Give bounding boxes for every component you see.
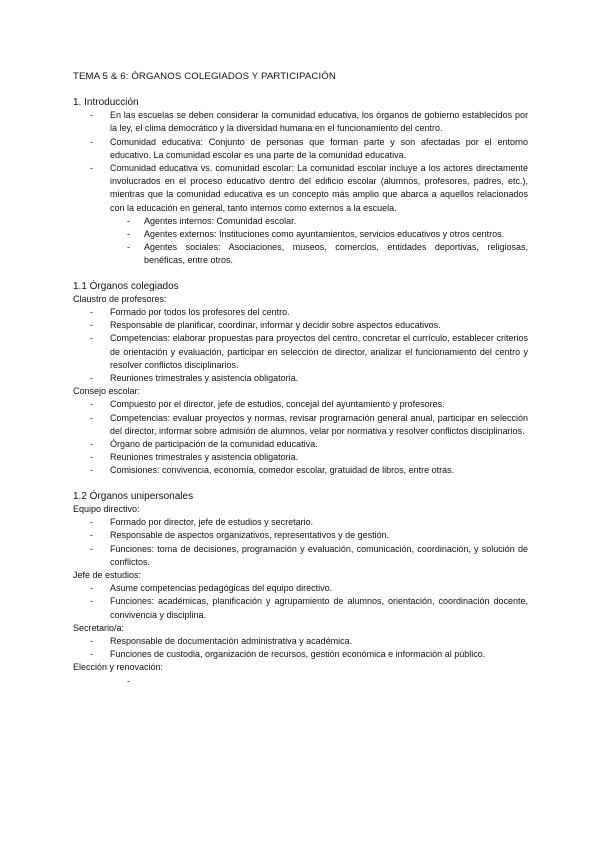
bullet-list: [73, 582, 528, 622]
bullet-list: [73, 398, 528, 477]
list-item: - Comunidad educativa vs. comunidad escolar: La comunidad escolar incluye a los actores directamente involucrados en el proceso educativo dentro del edificio escolar (alumnos, profesores, padres, etc.), mientras que la comunidad educativa es un concepto más amplio que abarca a aquellos relacionados con la educación en general, tanto internos como externos a la escuela.: [73, 162, 528, 215]
subsection-label: Elección y renovación:: [73, 662, 164, 673]
list-item: - Formado por todos los profesores del centro.: [73, 306, 528, 319]
subsection-label: Consejo escolar:: [73, 386, 141, 397]
bullet-list: [73, 516, 528, 569]
list-item: - Agentes sociales: Asociaciones, museos, comercios, entidades deportivas, religiosas, benéficas, entre otros.: [73, 241, 528, 267]
document-body: [73, 96, 528, 688]
list-item: - Competencias: evaluar proyectos y normas, revisar programación general anual, participar en selección del director, informar sobre admisión de alumnos, velar por normativa y resolver conflictos disciplinarios.: [73, 412, 528, 438]
section-organos-unipersonales: [73, 490, 528, 688]
list-item: - Reuniones trimestrales y asistencia obligatoria.: [73, 372, 528, 385]
list-item: - Responsable de documentación administrativa y académica.: [73, 635, 528, 648]
list-item: - Responsable de planificar, coordinar, informar y decidir sobre aspectos educativos.: [73, 319, 528, 332]
section-heading: 1.2 Órganos unipersonales: [73, 490, 194, 502]
list-item: - Agentes externos: Instituciones como ayuntamientos, servicios educativos y otros centros.: [73, 228, 528, 241]
bullet-list: [73, 306, 528, 385]
subsection-label: Equipo directivo:: [73, 503, 140, 514]
section-introduccion: [73, 96, 528, 268]
nested-bullet-list: [73, 215, 528, 268]
list-item: - Órgano de participación de la comunidad educativa.: [73, 438, 528, 451]
list-item: - Competencias: elaborar propuestas para proyectos del centro, concretar el currículo, establecer criterios de orientación y evaluación, participar en selección de director, analizar el funcionamiento del centro y resolver conflictos disciplinarios.: [73, 332, 528, 372]
list-item: - Funciones de custodia, organización de recursos, gestión económica e información al público.: [73, 648, 528, 661]
nested-bullet-list: [73, 675, 528, 688]
bullet-list: [73, 635, 528, 661]
list-item: - En las escuelas se deben considerar la comunidad educativa, los órganos de gobierno establecidos por la ley, el clima democrático y la diversidad humana en el funcionamiento del centro.: [73, 109, 528, 135]
list-item: - Reuniones trimestrales y asistencia obligatoria.: [73, 451, 528, 464]
list-item: - Comisiones: convivencia, economía, comedor escolar, gratuidad de libros, entre otras.: [73, 464, 528, 477]
subsection-label: Secretario/a:: [73, 622, 125, 633]
section-heading: 1. Introducción: [73, 97, 139, 108]
subsection-label: Claustro de profesores:: [73, 293, 167, 304]
document-title: TEMA 5 & 6: ÓRGANOS COLEGIADOS Y PARTICIPACIÓN: [73, 71, 336, 82]
list-item: - Responsable de aspectos organizativos, representativos y de gestión.: [73, 529, 528, 542]
list-item: - Funciones: toma de decisiones, programación y evaluación, comunicación, coordinación, y solución de conflictos.: [73, 543, 528, 569]
list-item: - Formado por director, jefe de estudios y secretario.: [73, 516, 528, 529]
list-item: - Asume competencias pedagógicas del equipo directivo.: [73, 582, 528, 595]
list-item: - Funciones: académicas, planificación y agrupamiento de alumnos, orientación, coordinación docente, convivencia y disciplina.: [73, 595, 528, 621]
section-heading: 1.1 Órganos colegiados: [73, 280, 179, 292]
list-item: - Compuesto por el director, jefe de estudios, concejal del ayuntamiento y profesores.: [73, 398, 528, 411]
subsection-label: Jefe de estudios:: [73, 569, 142, 580]
list-item: - Agentes internos: Comunidad escolar.: [73, 215, 528, 228]
section-organos-colegiados: [73, 280, 528, 478]
list-item: - Comunidad educativa: Conjunto de personas que forman parte y son afectadas por el entorno educativo. La comunidad escolar es una parte de la comunidad educativa.: [73, 136, 528, 162]
bullet-list: [73, 109, 528, 215]
list-item: [73, 675, 528, 688]
